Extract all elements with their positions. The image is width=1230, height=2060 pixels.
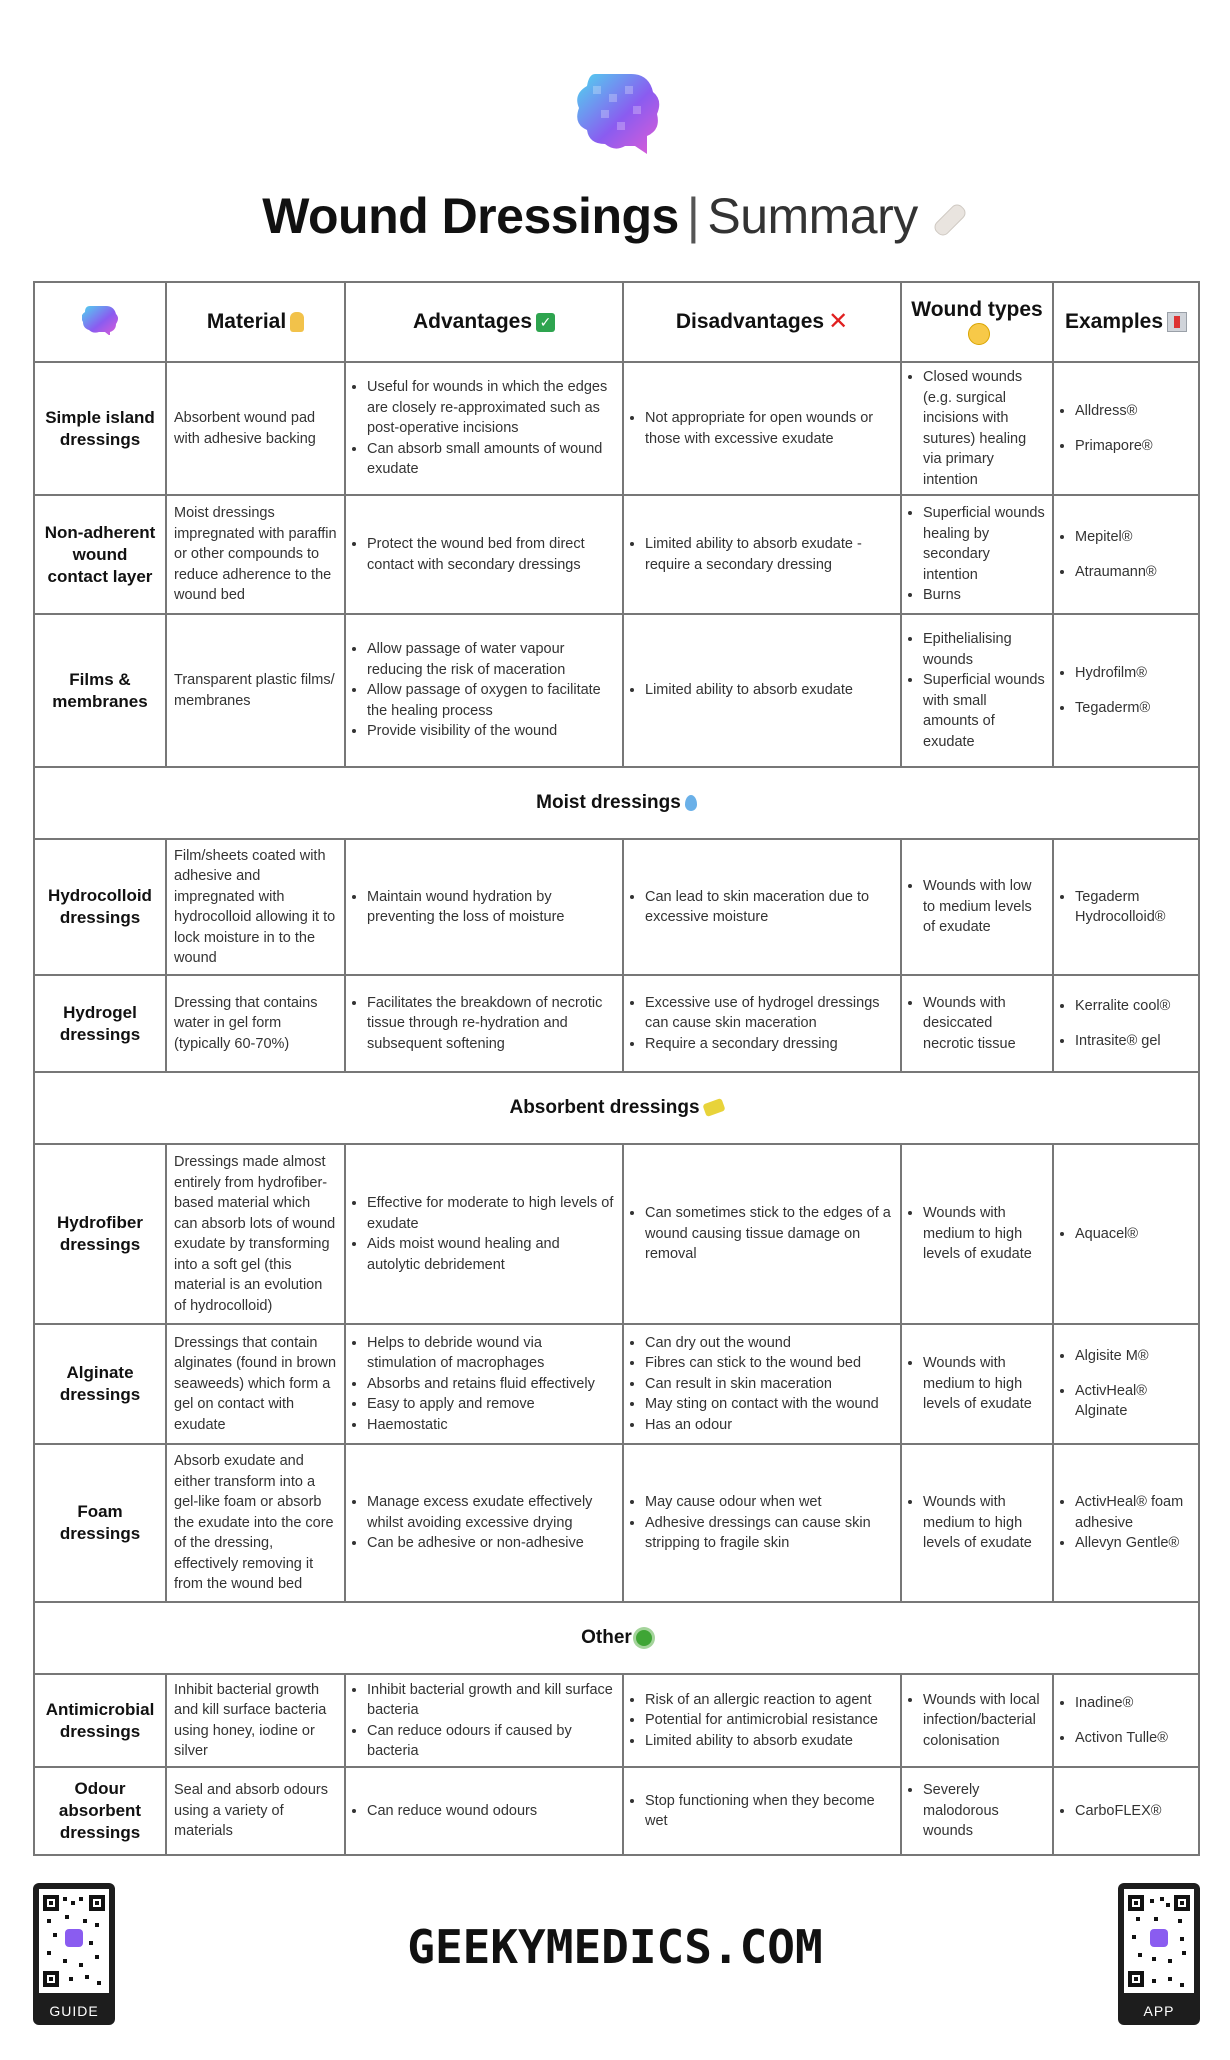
advantages-cell: • Maintain wound hydration by preventing the loss of moisture	[345, 839, 623, 975]
wound-types-cell: • Wounds with low to medium levels of exudate	[901, 839, 1053, 975]
examples-cell: • Mepitel® • Atraumann®	[1053, 495, 1199, 614]
header-material: Material	[166, 282, 345, 362]
header-examples: Examples	[1053, 282, 1199, 362]
section-heading-moist: Moist dressings	[34, 767, 1199, 839]
material-cell: Inhibit bacterial growth and kill surface bacteria using honey, iodine or silver	[166, 1674, 345, 1767]
advantages-cell: • Inhibit bacterial growth and kill surface bacteria • Can reduce odours if caused by bacteria	[345, 1674, 623, 1767]
table-row	[34, 495, 1199, 614]
wound-types-cell: • Wounds with local infection/bacterial colonisation	[901, 1674, 1053, 1767]
row-name: Hydrofiber dressings	[34, 1144, 166, 1324]
wound-types-cell: • Wounds with medium to high levels of exudate	[901, 1144, 1053, 1324]
wound-types-cell: • Wounds with medium to high levels of exudate	[901, 1324, 1053, 1444]
examples-cell: • Alldress® • Primapore®	[1053, 362, 1199, 495]
section-row-moist	[34, 767, 1199, 839]
disadvantages-cell: • May cause odour when wet • Adhesive dressings can cause skin stripping to fragile skin	[623, 1444, 901, 1602]
examples-cell: • ActivHeal® foam adhesive • Allevyn Gentle®	[1053, 1444, 1199, 1602]
row-name: Films & membranes	[34, 614, 166, 767]
advantages-cell: • Manage excess exudate effectively whilst avoiding excessive drying • Can be adhesive or non-adhesive	[345, 1444, 623, 1602]
row-name: Alginate dressings	[34, 1324, 166, 1444]
section-heading-other: Other	[34, 1602, 1199, 1674]
examples-cell: • Inadine® • Activon Tulle®	[1053, 1674, 1199, 1767]
disadvantages-cell: • Can lead to skin maceration due to excessive moisture	[623, 839, 901, 975]
section-heading-absorbent: Absorbent dressings	[34, 1072, 1199, 1144]
disadvantages-cell: • Limited ability to absorb exudate	[623, 614, 901, 767]
row-name: Foam dressings	[34, 1444, 166, 1602]
advantages-cell: • Allow passage of water vapour reducing the risk of maceration • Allow passage of oxygen to facilitate the healing process • Provide visibility of the wound	[345, 614, 623, 767]
microbe-icon	[636, 1630, 652, 1646]
disadvantages-cell: • Not appropriate for open wounds or those with excessive exudate	[623, 362, 901, 495]
row-name: Simple island dressings	[34, 362, 166, 495]
wound-types-cell: • Epithelialising wounds • Superficial wounds with small amounts of exudate	[901, 614, 1053, 767]
material-cell: Dressings made almost entirely from hydrofiber-based material which can absorb lots of wound exudate by transforming into a soft gel (this material is an evolution of hydrocolloid)	[166, 1144, 345, 1324]
wound-types-cell: • Wounds with medium to high levels of exudate	[901, 1444, 1053, 1602]
wound-types-cell: • Superficial wounds healing by secondary intention • Burns	[901, 495, 1053, 614]
qr-label-guide: GUIDE	[49, 2003, 99, 2019]
qr-label-app: APP	[1143, 2003, 1175, 2019]
sponge-icon	[702, 1098, 725, 1117]
material-cell: Absorbent wound pad with adhesive backing	[166, 362, 345, 495]
advantages-cell: • Helps to debride wound via stimulation of macrophages • Absorbs and retains fluid effectively • Easy to apply and remove • Haemostatic	[345, 1324, 623, 1444]
title-sub: Summary	[707, 188, 918, 244]
table-header-row	[34, 282, 1199, 362]
row-name: Hydrogel dressings	[34, 975, 166, 1072]
material-cell: Film/sheets coated with adhesive and impregnated with hydrocolloid allowing it to lock moisture in to the wound	[166, 839, 345, 975]
summary-table	[33, 281, 1200, 1856]
table-row	[34, 1144, 1199, 1324]
first-aid-kit-icon	[1167, 312, 1187, 332]
material-cell: Transparent plastic films/ membranes	[166, 614, 345, 767]
advantages-cell: • Facilitates the breakdown of necrotic tissue through re-hydration and subsequent softening	[345, 975, 623, 1072]
table-row	[34, 1324, 1199, 1444]
examples-cell: • Kerralite cool® • Intrasite® gel	[1053, 975, 1199, 1072]
plaster-icon	[931, 201, 968, 238]
disadvantages-cell: • Excessive use of hydrogel dressings can cause skin maceration • Require a secondary dressing	[623, 975, 901, 1072]
advantages-cell: • Effective for moderate to high levels of exudate • Aids moist wound healing and autolytic debridement	[345, 1144, 623, 1324]
row-name: Hydrocolloid dressings	[34, 839, 166, 975]
disadvantages-cell: • Risk of an allergic reaction to agent • Potential for antimicrobial resistance • Limited ability to absorb exudate	[623, 1674, 901, 1767]
table-row	[34, 362, 1199, 495]
material-cell: Absorb exudate and either transform into a gel-like foam or absorb the exudate into the core of the dressing, effectively removing it from the wound bed	[166, 1444, 345, 1602]
advantages-cell: • Protect the wound bed from direct contact with secondary dressings	[345, 495, 623, 614]
advantages-cell: • Useful for wounds in which the edges are closely re-approximated such as post-operative incisions • Can absorb small amounts of wound exudate	[345, 362, 623, 495]
wound-types-cell: • Severely malodorous wounds	[901, 1767, 1053, 1855]
table-row	[34, 839, 1199, 975]
page-title	[0, 186, 1230, 246]
examples-cell: • Algisite M® • ActivHeal® Alginate	[1053, 1324, 1199, 1444]
title-main: Wound Dressings	[262, 188, 679, 244]
table-row	[34, 1444, 1199, 1602]
header-disadvantages: Disadvantages ✕	[623, 282, 901, 362]
title-separator: |	[686, 188, 700, 244]
material-cell: Seal and absorb odours using a variety of materials	[166, 1767, 345, 1855]
disadvantages-cell: • Can dry out the wound • Fibres can stick to the wound bed • Can result in skin maceration • May sting on contact with the wound • Has an odour	[623, 1324, 901, 1444]
disadvantages-cell: • Can sometimes stick to the edges of a wound causing tissue damage on removal	[623, 1144, 901, 1324]
app-qr-code[interactable]	[1118, 1883, 1200, 2025]
examples-cell: • CarboFLEX®	[1053, 1767, 1199, 1855]
disadvantages-cell: • Stop functioning when they become wet	[623, 1767, 901, 1855]
wound-types-cell: • Wounds with desiccated necrotic tissue	[901, 975, 1053, 1072]
table-row	[34, 1767, 1199, 1855]
material-cell: Dressing that contains water in gel form (typically 60-70%)	[166, 975, 345, 1072]
droplet-icon	[685, 795, 697, 811]
header-logo-cell	[34, 282, 166, 362]
material-cell: Moist dressings impregnated with paraffin or other compounds to reduce adherence to the wound bed	[166, 495, 345, 614]
examples-cell: • Aquacel®	[1053, 1144, 1199, 1324]
brain-logo-icon	[573, 66, 663, 162]
table-row	[34, 975, 1199, 1072]
section-row-other	[34, 1602, 1199, 1674]
advantages-cell: • Can reduce wound odours	[345, 1767, 623, 1855]
header-wound-types: Wound types	[901, 282, 1053, 362]
header-advantages: Advantages ✓	[345, 282, 623, 362]
hand-icon	[290, 312, 304, 332]
wound-types-cell: • Closed wounds (e.g. surgical incisions with sutures) healing via primary intention	[901, 362, 1053, 495]
row-name: Non-adherent wound contact layer	[34, 495, 166, 614]
cross-mark-icon: ✕	[828, 308, 849, 336]
examples-cell: • Tegaderm Hydrocolloid®	[1053, 839, 1199, 975]
check-mark-icon: ✓	[536, 313, 555, 332]
row-name: Odour absorbent dressings	[34, 1767, 166, 1855]
worried-face-icon	[968, 323, 990, 345]
disadvantages-cell: • Limited ability to absorb exudate - require a secondary dressing	[623, 495, 901, 614]
footer-brand[interactable]: GEEKYMEDICS.COM	[407, 1920, 823, 1974]
table-row	[34, 614, 1199, 767]
qr-code-icon	[1124, 1889, 1194, 1993]
material-cell: Dressings that contain alginates (found in brown seaweeds) which form a gel on contact with exudate	[166, 1324, 345, 1444]
row-name: Antimicrobial dressings	[34, 1674, 166, 1767]
table-row	[34, 1674, 1199, 1767]
section-row-absorbent	[34, 1072, 1199, 1144]
examples-cell: • Hydrofilm® • Tegaderm®	[1053, 614, 1199, 767]
brain-mini-icon	[82, 303, 118, 335]
